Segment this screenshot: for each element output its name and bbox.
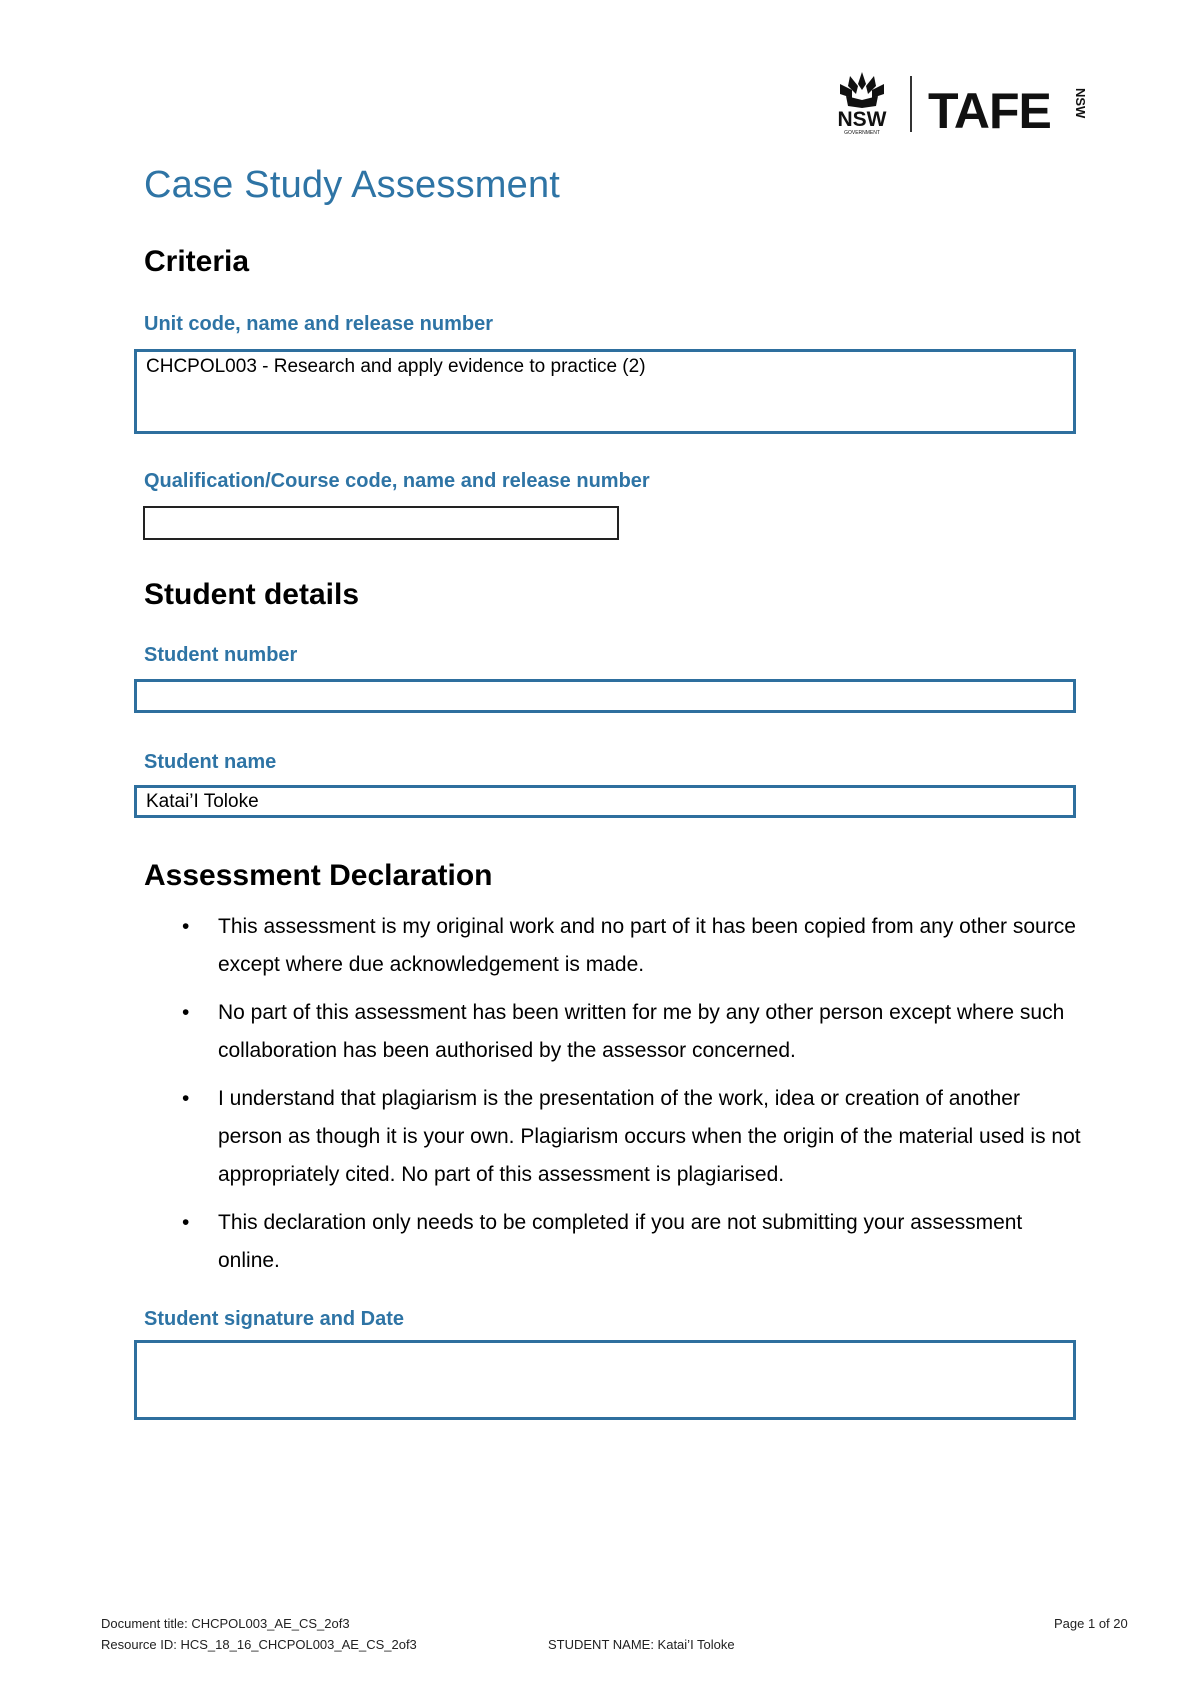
tafe-nsw-logo xyxy=(832,70,1094,136)
bullet-icon: • xyxy=(182,1087,190,1110)
signature-label: Student signature and Date xyxy=(144,1308,405,1330)
student-name-field[interactable] xyxy=(134,785,1076,818)
signature-value xyxy=(137,1343,1073,1351)
declaration-item: • No part of this assessment has been written for me by any other person except where such collaboration has been authorised by the assessor concerned. xyxy=(144,994,1084,1070)
criteria-heading: Criteria xyxy=(144,245,250,278)
qualification-label: Qualification/Course code, name and release number xyxy=(144,470,650,492)
page-title: Case Study Assessment xyxy=(144,164,561,206)
declaration-item: • I understand that plagiarism is the presentation of the work, idea or creation of another person as though it is your own. Plagiarism occurs when the origin of the material used is not appropriately cited. No part of this assessment is plagiarised. xyxy=(144,1080,1084,1194)
unit-value: CHCPOL003 - Research and apply evidence to practice (2) xyxy=(146,356,646,377)
declaration-item: • This assessment is my original work and no part of it has been copied from any other source except where due acknowledgement is made. xyxy=(144,908,1084,984)
student-name-label: Student name xyxy=(144,751,277,773)
bullet-icon: • xyxy=(182,1211,190,1234)
footer-page-number: Page 1 of 20 xyxy=(1054,1616,1128,1631)
signature-field[interactable] xyxy=(134,1340,1076,1420)
qualification-value xyxy=(145,508,617,516)
nsw-waratah-icon xyxy=(832,70,1094,136)
svg-text:TAFE: TAFE xyxy=(928,83,1051,136)
student-number-label: Student number xyxy=(144,644,298,666)
svg-text:NSW: NSW xyxy=(837,108,887,131)
svg-text:NSW: NSW xyxy=(1073,88,1088,119)
qualification-field[interactable] xyxy=(143,506,619,540)
student-number-field[interactable] xyxy=(134,679,1076,713)
declaration-item: • This declaration only needs to be completed if you are not submitting your assessment online. xyxy=(144,1204,1084,1280)
footer-student-name: STUDENT NAME: Katai’I Toloke xyxy=(548,1637,735,1652)
unit-label: Unit code, name and release number xyxy=(144,313,493,335)
footer-resource-id: Resource ID: HCS_18_16_CHCPOL003_AE_CS_2of3 xyxy=(101,1637,417,1652)
student-details-heading: Student details xyxy=(144,578,360,611)
svg-text:GOVERNMENT: GOVERNMENT xyxy=(844,130,880,136)
student-name-value: Katai’I Toloke xyxy=(146,791,259,812)
declaration-heading: Assessment Declaration xyxy=(144,859,493,892)
student-number-value xyxy=(137,682,1073,689)
bullet-icon: • xyxy=(182,915,190,938)
footer-document-title: Document title: CHCPOL003_AE_CS_2of3 xyxy=(101,1616,350,1631)
declaration-list xyxy=(144,908,1084,1290)
bullet-icon: • xyxy=(182,1001,190,1024)
unit-field[interactable] xyxy=(134,349,1076,434)
